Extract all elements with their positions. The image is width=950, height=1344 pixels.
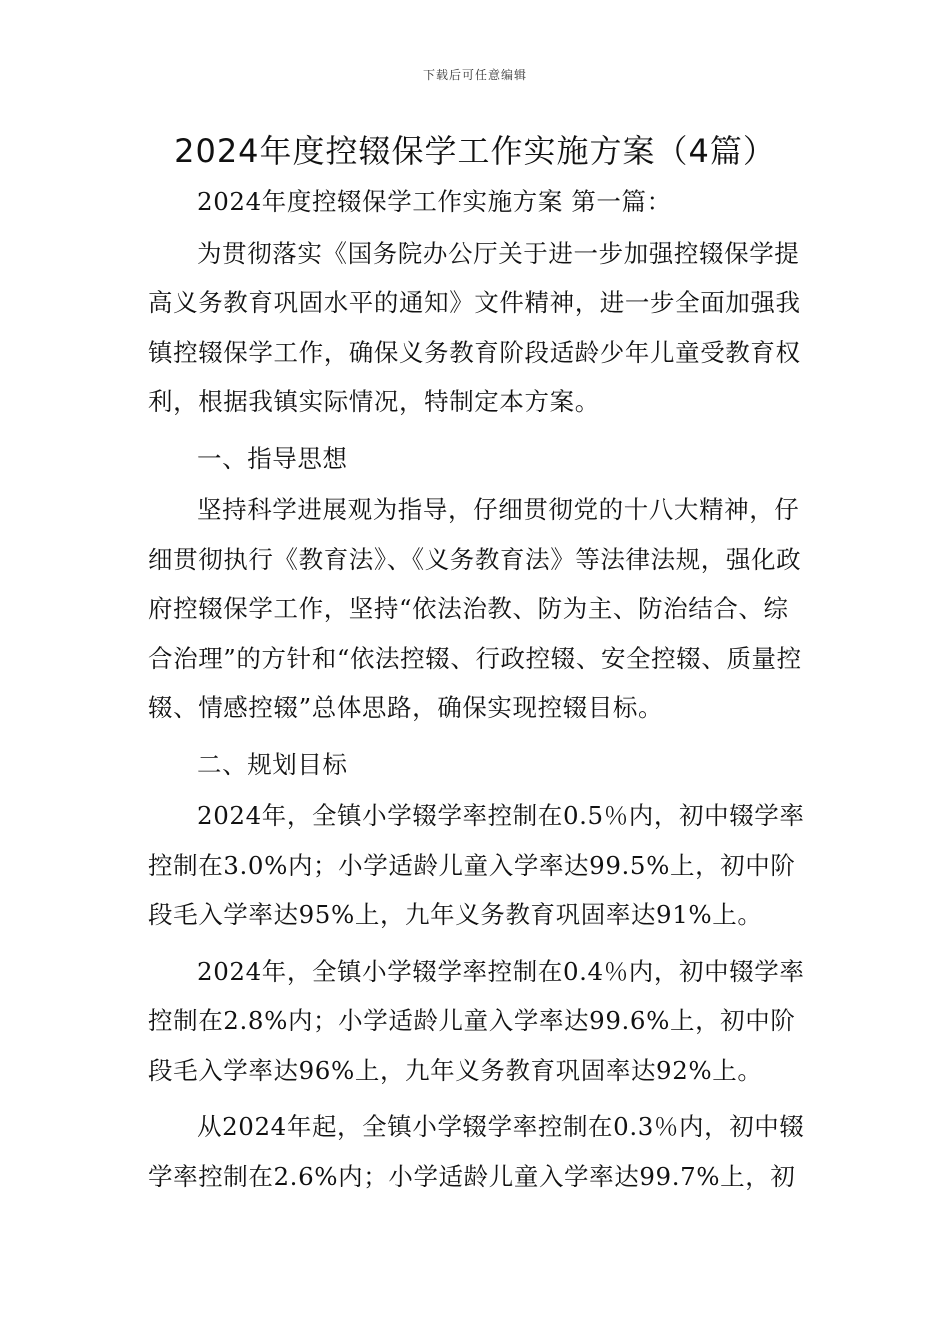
section-intro-heading: 2024年度控辍保学工作实施方案 第一篇：	[197, 187, 672, 216]
paragraph-guiding-ideology: 坚持科学进展观为指导，仔细贯彻党的十八大精神，仔细贯彻执行《教育法》、《义务教育法》等法律法规，强化政府控辍保学工作，坚持“依法治教、防为主、防治结合、综合治理”的方针和“依法控辍、行政控辍、安全控辍、质量控辍、情感控辍”总体思路，确保实现控辍目标。	[148, 495, 802, 722]
header-note: 下载后可任意编辑	[422, 68, 527, 82]
section-heading-guiding-ideology: 一、指导思想	[197, 443, 348, 473]
section-heading-planning-goals: 二、规划目标	[197, 749, 348, 779]
paragraph-purpose: 为贯彻落实《国务院办公厅关于进一步加强控辍保学提高义务教育巩固水平的通知》文件精神，进一步全面加强我镇控辍保学工作，确保义务教育阶段适龄少年儿童受教育权利，根据我镇实际情况，特制定本方案。	[148, 238, 801, 416]
paragraph-goal-year-3: 从2024年起，全镇小学辍学率控制在0.3％内，初中辍学率控制在2.6%内；小学适龄儿童入学率达99.7%上，初	[148, 1112, 805, 1191]
document-title: 2024年度控辍保学工作实施方案（4篇）	[174, 132, 776, 170]
paragraph-goal-year-2: 2024年，全镇小学辍学率控制在0.4％内，初中辍学率控制在2.8%内；小学适龄儿童入学率达99.6%上，初中阶段毛入学率达96%上，九年义务教育巩固率达92%上。	[148, 956, 805, 1085]
paragraph-goal-year-1: 2024年，全镇小学辍学率控制在0.5％内，初中辍学率控制在3.0%内；小学适龄儿童入学率达99.5%上，初中阶段毛入学率达95%上，九年义务教育巩固率达91%上。	[148, 801, 805, 929]
document-body	[148, 177, 808, 1208]
